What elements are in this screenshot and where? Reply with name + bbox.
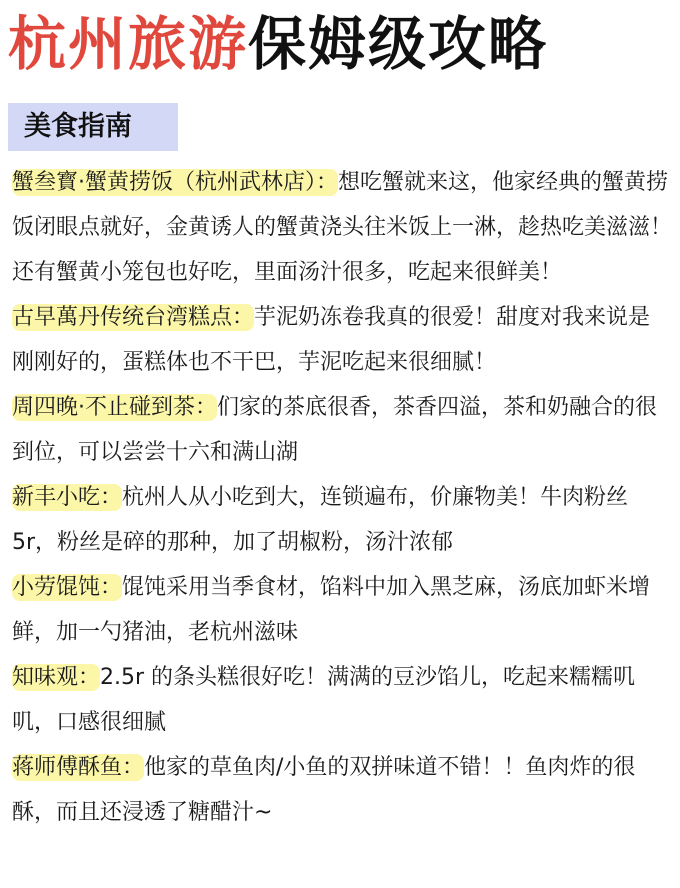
restaurant-description: 2.5r 的条头糕很好吃！满满的豆沙馅儿，吃起来糯糯叽叽，口感很细腻 xyxy=(12,665,636,735)
restaurant-name: 新丰小吃： xyxy=(12,485,123,510)
restaurant-description: 杭州人从小吃到大，连锁遍布，价廉物美！牛肉粉丝5r，粉丝是碎的那种，加了胡椒粉，汤汁浓郁 xyxy=(12,485,629,555)
food-guide-list xyxy=(12,160,672,835)
food-entry xyxy=(12,160,672,295)
restaurant-description: 芋泥奶冻卷我真的很爱！甜度对我来说是刚刚好的，蛋糕体也不干巴，芋泥吃起来很细腻！ xyxy=(12,305,651,375)
section-label: 美食指南 xyxy=(8,103,178,151)
restaurant-description: 们家的茶底很香，茶香四溢，茶和奶融合的很到位，可以尝尝十六和满山湖 xyxy=(12,395,658,465)
restaurant-description: 想吃蟹就来这，他家经典的蟹黄捞饭闭眼点就好，金黄诱人的蟹黄浇头往米饭上一淋，趁热吃美滋滋！还有蟹黄小笼包也好吃，里面汤汁很多，吃起来很鲜美！ xyxy=(12,170,673,285)
restaurant-description: 他家的草鱼肉/小鱼的双拼味道不错！！鱼肉炸的很酥，而且还浸透了糖醋汁~ xyxy=(12,755,636,825)
food-entry xyxy=(12,295,672,385)
food-entry xyxy=(12,385,672,475)
restaurant-name: 小劳馄饨： xyxy=(12,575,123,600)
restaurant-description: 馄饨采用当季食材，馅料中加入黑芝麻，汤底加虾米增鲜，加一勺猪油，老杭州滋味 xyxy=(12,575,651,645)
page-title xyxy=(8,4,548,84)
food-entry xyxy=(12,475,672,565)
food-entry xyxy=(12,565,672,655)
food-entry xyxy=(12,745,672,835)
restaurant-name: 知味观： xyxy=(12,665,101,690)
title-black-part: 保姆级攻略 xyxy=(248,10,549,78)
food-entry xyxy=(12,655,672,745)
title-red-part: 杭州旅游 xyxy=(8,10,249,78)
restaurant-name: 蟹叁寳·蟹黄捞饭（杭州武林店）： xyxy=(12,170,338,195)
restaurant-name: 蒋师傅酥鱼： xyxy=(12,755,145,780)
restaurant-name: 周四晚·不止碰到茶： xyxy=(12,395,217,420)
restaurant-name: 古早萬丹传统台湾糕点： xyxy=(12,305,255,330)
